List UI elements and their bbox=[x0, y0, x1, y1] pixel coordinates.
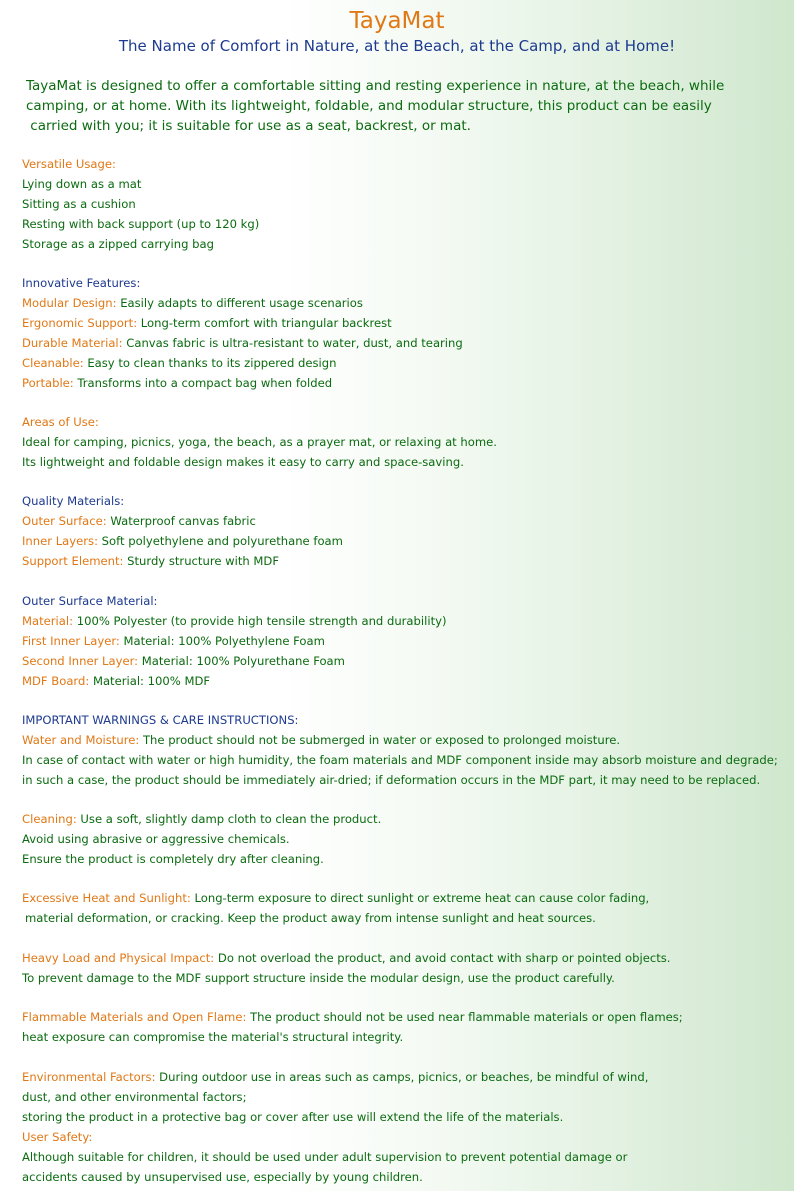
warning-line: To prevent damage to the MDF support structure inside the modular design, use the product carefully. bbox=[22, 970, 615, 985]
warning-line bbox=[22, 1008, 792, 1028]
list-item bbox=[22, 612, 792, 632]
section-flammable bbox=[22, 1008, 792, 1048]
item-label: Cleanable: bbox=[22, 355, 84, 370]
warning-line: Ensure the product is completely dry after cleaning. bbox=[22, 851, 324, 866]
item-text: Material: 100% Polyurethane Foam bbox=[138, 653, 345, 668]
list-item: Lying down as a mat bbox=[22, 176, 142, 191]
section-warnings bbox=[22, 711, 792, 791]
item-label: Ergonomic Support: bbox=[22, 315, 138, 330]
item-label: Portable: bbox=[22, 375, 74, 390]
section-areas-of-use bbox=[22, 413, 792, 473]
item-label: Second Inner Layer: bbox=[22, 653, 139, 668]
section-versatile-usage bbox=[22, 155, 792, 255]
warning-line bbox=[22, 949, 792, 969]
warning-text: Long-term exposure to direct sunlight or extreme heat can cause color fading, bbox=[190, 891, 650, 905]
item-text: Easy to clean thanks to its zippered design bbox=[83, 355, 337, 370]
section-cleaning bbox=[22, 810, 792, 870]
section-heavy-load bbox=[22, 949, 792, 989]
warning-text: Do not overload the product, and avoid contact with sharp or pointed objects. bbox=[214, 951, 671, 965]
intro-line: carried with you; it is suitable for use as a seat, backrest, or mat. bbox=[26, 118, 471, 134]
warning-line: in such a case, the product should be immediately air-dried; if deformation occurs in the MDF part, it may need to be replaced. bbox=[22, 772, 761, 787]
list-item bbox=[22, 354, 792, 374]
warning-line bbox=[22, 731, 792, 751]
item-label: Durable Material: bbox=[22, 335, 123, 350]
warning-line bbox=[22, 1068, 792, 1088]
list-item: Ideal for camping, picnics, yoga, the beach, as a prayer mat, or relaxing at home. bbox=[22, 434, 497, 449]
section-quality-materials bbox=[22, 492, 792, 572]
list-item bbox=[22, 672, 792, 692]
intro-line: camping, or at home. With its lightweight, foldable, and modular structure, this product can be easily bbox=[26, 98, 712, 114]
list-item bbox=[22, 294, 792, 314]
intro-paragraph bbox=[26, 76, 786, 136]
item-label: First Inner Layer: bbox=[22, 633, 120, 648]
warning-line: material deformation, or cracking. Keep the product away from intense sunlight and heat sources. bbox=[25, 910, 596, 925]
item-label: Material: bbox=[22, 613, 74, 628]
warning-line bbox=[22, 810, 792, 830]
item-label: Outer Surface: bbox=[22, 513, 107, 528]
warning-label: Environmental Factors: bbox=[22, 1070, 156, 1084]
warning-line: storing the product in a protective bag or cover after use will extend the life of the materials. bbox=[22, 1109, 564, 1124]
section-heading: Outer Surface Material: bbox=[22, 594, 158, 608]
item-label: Inner Layers: bbox=[22, 533, 98, 548]
section-environmental bbox=[22, 1068, 792, 1187]
item-text: Sturdy structure with MDF bbox=[123, 553, 280, 568]
list-item: Resting with back support (up to 120 kg) bbox=[22, 216, 260, 231]
warning-text: The product should not be used near flammable materials or open flames; bbox=[246, 1010, 683, 1024]
list-item: Sitting as a cushion bbox=[22, 196, 136, 211]
list-item bbox=[22, 512, 792, 532]
warning-line: In case of contact with water or high humidity, the foam materials and MDF component inside may absorb moisture and degrade; bbox=[22, 752, 778, 767]
intro-line: TayaMat is designed to offer a comfortable sitting and resting experience in nature, at the beach, while bbox=[26, 78, 725, 94]
section-heading: IMPORTANT WARNINGS & CARE INSTRUCTIONS: bbox=[22, 713, 299, 727]
section-heading: Innovative Features: bbox=[22, 276, 141, 290]
page-subtitle: The Name of Comfort in Nature, at the Beach, at the Camp, and at Home! bbox=[118, 37, 676, 55]
warning-line: heat exposure can compromise the material's structural integrity. bbox=[22, 1029, 404, 1044]
section-heading: Quality Materials: bbox=[22, 494, 125, 508]
warning-label: Water and Moisture: bbox=[22, 732, 140, 747]
warning-text: Use a soft, slightly damp cloth to clean the product. bbox=[76, 812, 382, 826]
item-text: 100% Polyester (to provide high tensile strength and durability) bbox=[73, 613, 447, 628]
warning-line: Although suitable for children, it should be used under adult supervision to prevent potential damage or bbox=[22, 1149, 628, 1164]
item-label: Support Element: bbox=[22, 553, 124, 568]
item-text: Material: 100% Polyethylene Foam bbox=[119, 633, 325, 648]
list-item bbox=[22, 552, 792, 572]
warning-line: dust, and other environmental factors; bbox=[22, 1089, 247, 1104]
item-label: MDF Board: bbox=[22, 673, 90, 688]
warning-text: The product should not be submerged in water or exposed to prolonged moisture. bbox=[139, 732, 621, 747]
item-text: Easily adapts to different usage scenarios bbox=[116, 295, 363, 310]
item-label: Modular Design: bbox=[22, 295, 117, 310]
page-title: TayaMat bbox=[349, 8, 445, 34]
list-item bbox=[22, 532, 792, 552]
warning-label: Flammable Materials and Open Flame: bbox=[22, 1010, 247, 1024]
item-text: Material: 100% MDF bbox=[89, 673, 211, 688]
list-item: Its lightweight and foldable design makes it easy to carry and space-saving. bbox=[22, 454, 464, 469]
list-item bbox=[22, 652, 792, 672]
warning-text: During outdoor use in areas such as camps, picnics, or beaches, be mindful of wind, bbox=[155, 1070, 649, 1084]
list-item: Storage as a zipped carrying bag bbox=[22, 236, 214, 251]
section-heat bbox=[22, 889, 792, 929]
warning-label: Cleaning: bbox=[22, 812, 77, 826]
warning-label: Excessive Heat and Sunlight: bbox=[22, 891, 191, 905]
list-item bbox=[22, 374, 792, 394]
item-text: Long-term comfort with triangular backrest bbox=[137, 315, 392, 330]
item-text: Soft polyethylene and polyurethane foam bbox=[97, 533, 343, 548]
item-text: Transforms into a compact bag when folded bbox=[73, 375, 333, 390]
warning-label: User Safety: bbox=[22, 1129, 93, 1144]
warning-line bbox=[22, 889, 792, 909]
item-text: Canvas fabric is ultra-resistant to water, dust, and tearing bbox=[122, 335, 463, 350]
list-item bbox=[22, 632, 792, 652]
warning-line: Avoid using abrasive or aggressive chemicals. bbox=[22, 831, 290, 846]
section-heading: Versatile Usage: bbox=[22, 157, 116, 171]
warning-line: accidents caused by unsupervised use, especially by young children. bbox=[22, 1169, 423, 1184]
warning-label: Heavy Load and Physical Impact: bbox=[22, 951, 215, 965]
section-outer-surface-material bbox=[22, 592, 792, 692]
list-item bbox=[22, 314, 792, 334]
item-text: Waterproof canvas fabric bbox=[106, 513, 256, 528]
section-innovative-features bbox=[22, 274, 792, 393]
list-item bbox=[22, 334, 792, 354]
section-heading: Areas of Use: bbox=[22, 415, 99, 429]
